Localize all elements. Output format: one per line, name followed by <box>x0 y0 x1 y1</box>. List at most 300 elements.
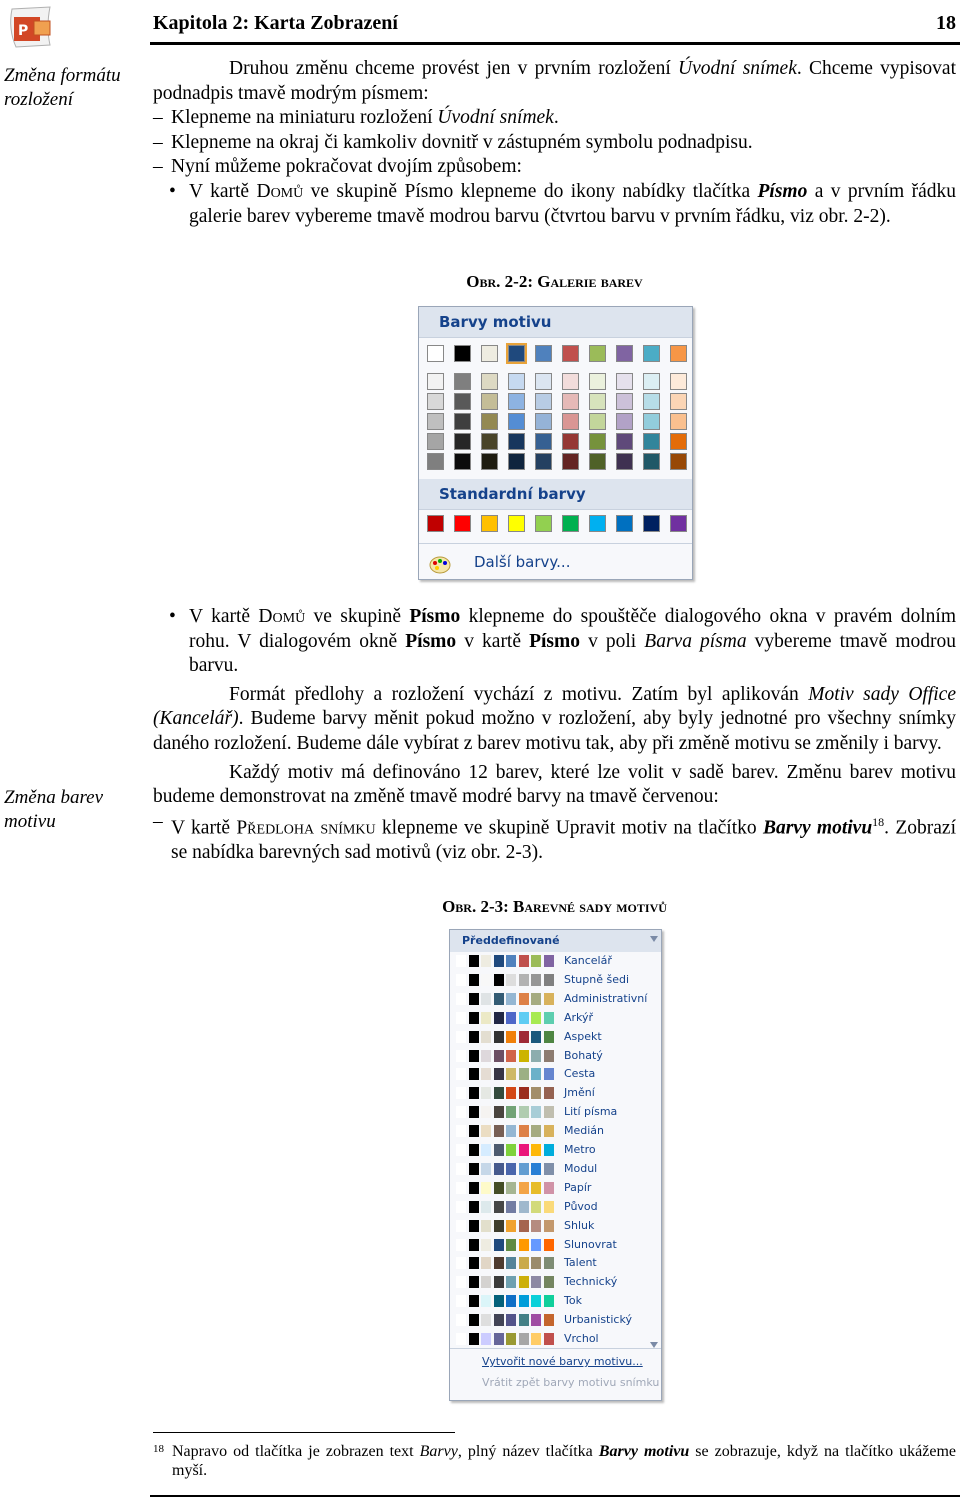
shade-color-swatch[interactable] <box>481 433 498 450</box>
color-chip <box>506 1314 516 1326</box>
theme-color-set-label: Shluk <box>564 1218 595 1232</box>
theme-color-set-label: Cesta <box>564 1067 596 1081</box>
shade-color-swatch[interactable] <box>481 413 498 430</box>
shade-color-swatch[interactable] <box>616 373 633 390</box>
theme-color-set-item[interactable] <box>454 1084 650 1103</box>
shade-color-swatch[interactable] <box>562 373 579 390</box>
color-chip <box>456 1125 466 1137</box>
theme-color-set-item[interactable] <box>454 1122 650 1141</box>
color-chip <box>456 1163 466 1175</box>
shade-color-swatch[interactable] <box>481 373 498 390</box>
theme-color-swatch[interactable] <box>643 345 660 362</box>
color-chip <box>506 1220 516 1232</box>
shade-color-swatch[interactable] <box>562 433 579 450</box>
theme-color-set-label: Slunovrat <box>564 1237 617 1251</box>
color-chip <box>519 955 529 967</box>
color-chip <box>456 993 466 1005</box>
theme-color-swatch[interactable] <box>562 345 579 362</box>
standard-color-swatch[interactable] <box>643 515 660 532</box>
shade-color-swatch[interactable] <box>508 373 525 390</box>
color-chip <box>494 1295 504 1307</box>
bullet-item: • V kartě Domů ve skupině Písmo klepneme do spouštěče dialogového okna v pravém dolním rohu. V dialogovém okně Písmo v kartě Písmo v poli Barva písma vybereme tmavě modrou barvu. <box>153 605 956 679</box>
color-chip <box>531 1144 541 1156</box>
color-chip <box>481 1031 491 1043</box>
theme-color-set-label: Talent <box>564 1256 597 1270</box>
color-chip <box>531 1314 541 1326</box>
scrollbar[interactable] <box>649 932 659 1352</box>
shade-color-swatch[interactable] <box>454 453 471 470</box>
color-chip <box>481 1257 491 1269</box>
color-chip <box>494 1239 504 1251</box>
theme-color-set-item[interactable] <box>454 952 650 971</box>
section-1 <box>153 57 956 229</box>
color-chip <box>456 1314 466 1326</box>
color-chip <box>481 1087 491 1099</box>
shade-color-swatch[interactable] <box>589 393 606 410</box>
theme-color-set-item[interactable] <box>454 971 650 990</box>
color-chip <box>494 1144 504 1156</box>
color-chip <box>481 1163 491 1175</box>
figure-caption: Obr. 2-2: Galerie barev <box>466 272 643 291</box>
color-gallery <box>418 306 693 580</box>
theme-color-sets <box>449 929 662 1401</box>
color-chip <box>519 1182 529 1194</box>
color-chip <box>456 1012 466 1024</box>
standard-color-swatch[interactable] <box>454 515 471 532</box>
bottom-rule <box>150 1495 960 1497</box>
color-chip <box>506 1239 516 1251</box>
shade-color-swatch[interactable] <box>535 393 552 410</box>
color-chip <box>544 1314 554 1326</box>
theme-color-set-item[interactable] <box>454 1047 650 1066</box>
color-chip <box>519 1068 529 1080</box>
color-chip <box>531 1125 541 1137</box>
shade-color-swatch[interactable] <box>427 453 444 470</box>
shade-color-swatch[interactable] <box>670 373 687 390</box>
color-chip <box>456 1276 466 1288</box>
color-chip <box>494 1125 504 1137</box>
color-chip <box>481 1106 491 1118</box>
color-chip <box>469 1106 479 1118</box>
color-chip <box>456 1239 466 1251</box>
color-chip <box>469 993 479 1005</box>
color-chip <box>531 1295 541 1307</box>
shade-color-swatch[interactable] <box>643 433 660 450</box>
shade-color-swatch[interactable] <box>589 373 606 390</box>
color-chip <box>531 974 541 986</box>
color-chip <box>494 1068 504 1080</box>
theme-color-set-label: Technický <box>564 1275 618 1289</box>
color-chip <box>531 1239 541 1251</box>
shade-color-swatch[interactable] <box>670 393 687 410</box>
color-chip <box>519 1163 529 1175</box>
color-chip <box>481 1333 491 1345</box>
color-chip <box>481 955 491 967</box>
more-colors-button[interactable]: Další barvy... <box>419 543 692 580</box>
color-chip <box>544 1276 554 1288</box>
shade-color-swatch[interactable] <box>481 393 498 410</box>
theme-color-set-item[interactable] <box>454 1311 650 1330</box>
theme-color-set-item[interactable] <box>454 1236 650 1255</box>
theme-color-set-item[interactable] <box>454 1028 650 1047</box>
color-chip <box>544 1333 554 1345</box>
color-chip <box>544 1239 554 1251</box>
color-chip <box>531 1333 541 1345</box>
color-chip <box>544 993 554 1005</box>
color-chip <box>506 1106 516 1118</box>
theme-color-set-item[interactable] <box>454 1273 650 1292</box>
dash-item: – Klepneme na miniaturu rozložení Úvodní snímek. <box>153 106 956 131</box>
color-chip <box>481 1068 491 1080</box>
theme-color-swatch[interactable] <box>454 345 471 362</box>
shade-color-swatch[interactable] <box>616 433 633 450</box>
margin-note-colors: Změna barev motivu <box>4 787 104 832</box>
color-chip <box>494 1257 504 1269</box>
footnote-ref: 18 <box>872 814 885 829</box>
color-chip <box>494 974 504 986</box>
theme-color-set-label: Vrchol <box>564 1332 599 1345</box>
color-chip <box>469 1201 479 1213</box>
color-chip <box>481 1239 491 1251</box>
color-chip <box>456 974 466 986</box>
color-chip <box>481 1201 491 1213</box>
standard-color-swatch[interactable] <box>427 515 444 532</box>
standard-color-swatch[interactable] <box>535 515 552 532</box>
standard-color-swatch[interactable] <box>508 515 525 532</box>
section-2 <box>153 605 956 865</box>
color-chip <box>519 1239 529 1251</box>
standard-color-swatch[interactable] <box>589 515 606 532</box>
theme-colors-header: Barvy motivu <box>419 307 692 338</box>
color-chip <box>531 1087 541 1099</box>
shade-color-swatch[interactable] <box>670 453 687 470</box>
color-chip <box>506 1087 516 1099</box>
color-chip <box>494 1182 504 1194</box>
svg-text:P: P <box>18 23 29 39</box>
shade-color-swatch[interactable] <box>481 453 498 470</box>
theme-color-set-item[interactable] <box>454 1198 650 1217</box>
color-chip <box>519 1276 529 1288</box>
color-chip <box>519 974 529 986</box>
color-chip <box>506 1182 516 1194</box>
shade-color-swatch[interactable] <box>535 453 552 470</box>
color-chip <box>519 993 529 1005</box>
color-chip <box>506 1276 516 1288</box>
color-chip <box>519 1220 529 1232</box>
shade-color-swatch[interactable] <box>670 433 687 450</box>
color-chip <box>531 1220 541 1232</box>
color-chip <box>519 1314 529 1326</box>
shade-color-swatch[interactable] <box>589 433 606 450</box>
color-chip <box>506 955 516 967</box>
shade-color-swatch[interactable] <box>643 373 660 390</box>
color-chip <box>494 1106 504 1118</box>
shade-color-swatch[interactable] <box>454 433 471 450</box>
color-chip <box>456 1068 466 1080</box>
standard-color-swatch[interactable] <box>562 515 579 532</box>
theme-color-set-label: Administrativní <box>564 991 648 1005</box>
standard-colors-header: Standardní barvy <box>419 479 692 510</box>
color-chip <box>544 1050 554 1062</box>
theme-color-set-item[interactable] <box>454 1217 650 1236</box>
color-chip <box>469 1276 479 1288</box>
color-chip <box>544 1125 554 1137</box>
theme-color-set-label: Urbanistický <box>564 1313 632 1327</box>
footnote: 18 Napravo od tlačítka je zobrazen text Barvy, plný název tlačítka Barvy motivu se zobrazuje, když na tlačítko ukážeme myší. <box>153 1443 957 1479</box>
theme-color-set-item[interactable] <box>454 1254 650 1273</box>
color-chip <box>469 1031 479 1043</box>
color-chip <box>531 1276 541 1288</box>
header-rule <box>150 42 960 45</box>
theme-color-swatch[interactable] <box>670 345 687 362</box>
shade-color-swatch[interactable] <box>589 413 606 430</box>
color-chip <box>544 1012 554 1024</box>
color-chip <box>494 1050 504 1062</box>
color-chip <box>506 1068 516 1080</box>
shade-color-swatch[interactable] <box>508 453 525 470</box>
color-chip <box>506 1201 516 1213</box>
color-chip <box>456 1295 466 1307</box>
shade-color-swatch[interactable] <box>562 453 579 470</box>
color-chip <box>506 1144 516 1156</box>
color-chip <box>519 1257 529 1269</box>
color-chip <box>506 1333 516 1345</box>
color-chip <box>481 1144 491 1156</box>
theme-color-set-item[interactable] <box>454 1141 650 1160</box>
color-chip <box>544 974 554 986</box>
color-chip <box>469 1239 479 1251</box>
color-chip <box>519 1201 529 1213</box>
color-chip <box>531 1106 541 1118</box>
theme-color-set-label: Medián <box>564 1124 605 1138</box>
color-chip <box>481 1125 491 1137</box>
shade-color-swatch[interactable] <box>616 413 633 430</box>
color-chip <box>456 1087 466 1099</box>
color-chip <box>456 1220 466 1232</box>
theme-color-swatch[interactable] <box>427 345 444 362</box>
color-chip <box>531 955 541 967</box>
color-chip <box>456 1182 466 1194</box>
color-chip <box>481 1182 491 1194</box>
reset-theme-colors-link[interactable]: Vrátit zpět barvy motivu snímku <box>482 1376 660 1389</box>
color-chip <box>456 1144 466 1156</box>
color-chip <box>519 1012 529 1024</box>
shade-color-swatch[interactable] <box>670 413 687 430</box>
theme-color-swatch[interactable] <box>616 345 633 362</box>
theme-color-set-label: Původ <box>564 1199 598 1213</box>
color-chip <box>456 1201 466 1213</box>
color-chip <box>544 1201 554 1213</box>
shade-color-swatch[interactable] <box>427 413 444 430</box>
color-chip <box>531 1163 541 1175</box>
color-chip <box>469 955 479 967</box>
paragraph: Každý motiv má definováno 12 barev, které lze volit v sadě barev. Změnu barev motivu budeme demonstrovat na změně tmavě modré barvy na tmavě červenou: <box>153 761 956 808</box>
color-chip <box>506 1031 516 1043</box>
color-chip <box>494 1220 504 1232</box>
color-chip <box>469 1125 479 1137</box>
color-chip <box>544 1068 554 1080</box>
color-chip <box>544 1295 554 1307</box>
theme-color-swatch[interactable] <box>589 345 606 362</box>
shade-color-swatch[interactable] <box>508 393 525 410</box>
color-chip <box>469 1068 479 1080</box>
color-chip <box>544 955 554 967</box>
shade-color-swatch[interactable] <box>562 413 579 430</box>
color-chip <box>544 1144 554 1156</box>
shade-color-swatch[interactable] <box>616 393 633 410</box>
color-chip <box>456 1257 466 1269</box>
color-chip <box>494 1201 504 1213</box>
palette-icon <box>429 552 451 588</box>
color-chip <box>481 1012 491 1024</box>
color-chip <box>481 974 491 986</box>
shade-color-swatch[interactable] <box>616 453 633 470</box>
color-chip <box>531 1050 541 1062</box>
standard-color-swatch[interactable] <box>670 515 687 532</box>
color-chip <box>506 993 516 1005</box>
color-chip <box>494 1163 504 1175</box>
create-theme-colors-link[interactable]: Vytvořit nové barvy motivu... <box>482 1355 643 1368</box>
color-chip <box>456 955 466 967</box>
color-chip <box>469 1220 479 1232</box>
color-chip <box>506 1257 516 1269</box>
color-chip <box>506 1163 516 1175</box>
footnote-rule <box>153 1432 455 1433</box>
color-chip <box>531 1182 541 1194</box>
theme-color-set-item[interactable] <box>454 1292 650 1311</box>
color-chip <box>469 1314 479 1326</box>
shade-color-swatch[interactable] <box>508 413 525 430</box>
color-chip <box>531 1031 541 1043</box>
color-chip <box>531 1201 541 1213</box>
color-chip <box>456 1031 466 1043</box>
color-chip <box>494 1314 504 1326</box>
standard-color-swatch[interactable] <box>481 515 498 532</box>
color-chip <box>469 1333 479 1345</box>
theme-color-set-item[interactable] <box>454 1160 650 1179</box>
theme-color-set-label: Arkýř <box>564 1010 594 1024</box>
shade-color-swatch[interactable] <box>562 393 579 410</box>
color-chip <box>469 1182 479 1194</box>
shade-color-swatch[interactable] <box>427 393 444 410</box>
color-chip <box>494 1087 504 1099</box>
color-chip <box>544 1031 554 1043</box>
color-chip <box>519 1106 529 1118</box>
margin-note-format: Změna formátu rozložení <box>4 65 121 110</box>
color-chip <box>481 1050 491 1062</box>
color-chip <box>519 1050 529 1062</box>
shade-color-swatch[interactable] <box>643 453 660 470</box>
shade-color-swatch[interactable] <box>454 413 471 430</box>
theme-color-swatch[interactable] <box>481 345 498 362</box>
theme-color-swatch[interactable] <box>508 345 525 362</box>
shade-color-swatch[interactable] <box>454 373 471 390</box>
theme-color-swatch[interactable] <box>535 345 552 362</box>
paragraph: Formát předlohy a rozložení vychází z motivu. Zatím byl aplikován Motiv sady Office (Kancelář). Budeme barvy měnit pokud možno v rozložení, aby byly jednotné pro všechny snímky daného rozložení. Budeme dále vybírat z barev motivu tak, aby při změně motivu se změnily i barvy. <box>153 683 956 754</box>
theme-color-set-label: Kancelář <box>564 954 612 967</box>
color-chip <box>544 1257 554 1269</box>
color-chip <box>531 1257 541 1269</box>
chapter-title: Kapitola 2: Karta Zobrazení <box>153 12 398 34</box>
page-number: 18 <box>936 12 956 34</box>
theme-color-set-item[interactable] <box>454 1179 650 1198</box>
predefined-header: Předdefinované <box>450 930 661 952</box>
color-chip <box>506 1125 516 1137</box>
shade-color-swatch[interactable] <box>427 433 444 450</box>
color-chip <box>494 1276 504 1288</box>
dash-item: – Klepneme na okraj či kamkoliv dovnitř v zástupném symbolu podnadpisu. <box>153 131 956 156</box>
shade-color-swatch[interactable] <box>508 433 525 450</box>
dash-item: – V kartě Předloha snímku klepneme ve skupině Upravit motiv na tlačítko Barvy motivu$^{18}$. Zobrazí se nabídka barevných sad motivů (viz obr. 2-3). <box>153 810 956 866</box>
dash-item: – Nyní můžeme pokračovat dvojím způsobem: <box>153 155 956 180</box>
color-chip <box>456 1050 466 1062</box>
color-chip <box>481 1276 491 1288</box>
theme-color-set-item[interactable] <box>454 1009 650 1028</box>
color-chip <box>469 974 479 986</box>
theme-color-set-label: Papír <box>564 1180 592 1194</box>
standard-color-swatch[interactable] <box>616 515 633 532</box>
color-chip <box>544 1106 554 1118</box>
paragraph: Druhou změnu chceme provést jen v prvním rozložení Úvodní snímek. Chceme vypisovat podnadpis tmavě modrým písmem: <box>153 58 956 104</box>
color-chip <box>506 1050 516 1062</box>
shade-color-swatch[interactable] <box>535 373 552 390</box>
color-chip <box>469 1012 479 1024</box>
color-chip <box>494 955 504 967</box>
theme-color-set-label: Tok <box>564 1294 582 1308</box>
color-chip <box>506 1012 516 1024</box>
shade-color-swatch[interactable] <box>643 413 660 430</box>
color-chip <box>531 993 541 1005</box>
theme-color-set-label: Aspekt <box>564 1029 602 1043</box>
color-chip <box>531 1068 541 1080</box>
theme-color-set-item[interactable] <box>454 1330 650 1349</box>
shade-color-swatch[interactable] <box>427 373 444 390</box>
color-chip <box>519 1333 529 1345</box>
color-chip <box>544 1182 554 1194</box>
shade-color-swatch[interactable] <box>454 393 471 410</box>
color-chip <box>519 1144 529 1156</box>
color-chip <box>456 1106 466 1118</box>
color-chip <box>481 1314 491 1326</box>
shade-color-swatch[interactable] <box>535 413 552 430</box>
color-chip <box>494 993 504 1005</box>
figure-caption: Obr. 2-3: Barevné sady motivů <box>442 897 667 916</box>
theme-color-set-item[interactable] <box>454 1065 650 1084</box>
color-chip <box>481 1220 491 1232</box>
shade-color-swatch[interactable] <box>535 433 552 450</box>
theme-color-set-label: Jmění <box>564 1086 595 1100</box>
color-chip <box>544 1220 554 1232</box>
theme-color-set-item[interactable] <box>454 1103 650 1122</box>
color-chip <box>519 1087 529 1099</box>
color-chip <box>469 1295 479 1307</box>
color-chip <box>519 1125 529 1137</box>
color-chip <box>494 1012 504 1024</box>
color-chip <box>469 1257 479 1269</box>
color-chip <box>481 993 491 1005</box>
bullet-item: • V kartě Domů ve skupině Písmo klepneme do ikony nabídky tlačítka Písmo a v prvním řádku galerie barev vybereme tmavě modrou barvu (čtvrtou barvu v prvním řádku, viz obr. 2-2). <box>153 180 956 229</box>
theme-color-set-item[interactable] <box>454 990 650 1009</box>
color-chip <box>469 1144 479 1156</box>
color-chip <box>456 1333 466 1345</box>
shade-color-swatch[interactable] <box>589 453 606 470</box>
color-chip <box>544 1087 554 1099</box>
theme-colors-footer <box>450 1348 661 1401</box>
color-chip <box>506 1295 516 1307</box>
color-chip <box>506 974 516 986</box>
theme-color-set-label: Modul <box>564 1161 598 1175</box>
shade-color-swatch[interactable] <box>643 393 660 410</box>
